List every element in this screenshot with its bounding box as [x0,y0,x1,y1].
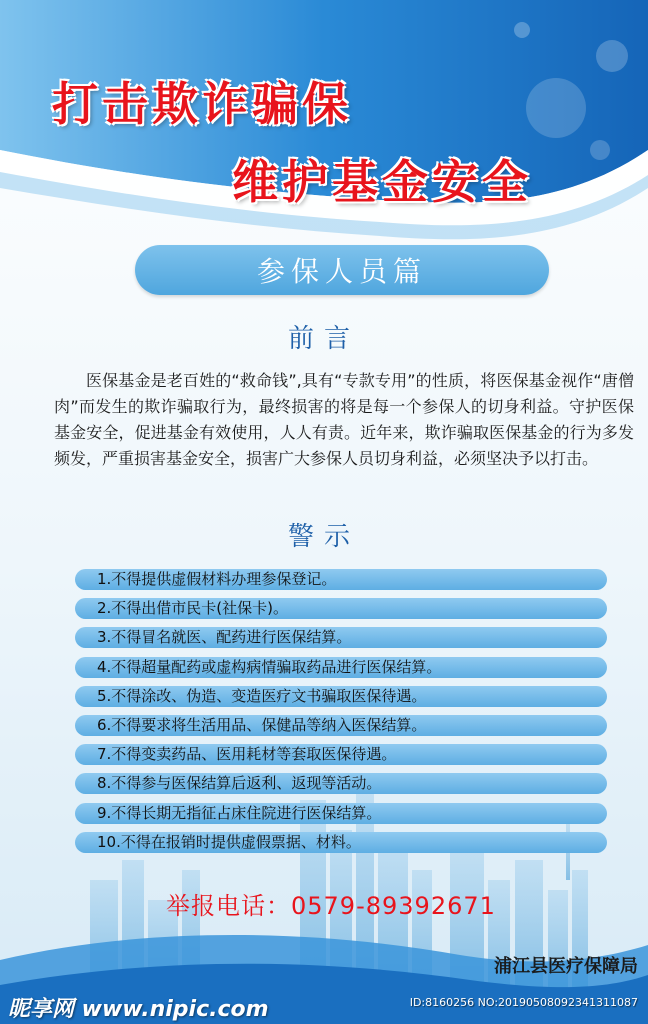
warning-item: 5.不得涂改、伪造、变造医疗文书骗取医保待遇。 [75,686,607,707]
title-line-1: 打击欺诈骗保 [52,77,352,131]
warning-heading: 警示 [287,522,360,552]
watermark-id: ID:8160256 NO:20190508092341311087 [409,996,638,1009]
report-hotline: 举报电话：0579-89392671 [166,892,496,920]
warning-item: 9.不得长期无指征占床住院进行医保结算。 [75,803,607,824]
watermark-logo: 昵享网 www.nipic.com [8,997,269,1022]
warning-item: 7.不得变卖药品、医用耗材等套取医保待遇。 [75,744,607,765]
title-line-2: 维护基金安全 [232,155,532,209]
warning-item: 3.不得冒名就医、配药进行医保结算。 [75,627,607,648]
warning-item: 1.不得提供虚假材料办理参保登记。 [75,569,607,590]
issuer-name: 浦江县医疗保障局 [494,956,638,977]
warning-item: 2.不得出借市民卡(社保卡)。 [75,598,607,619]
warning-item: 8.不得参与医保结算后返利、返现等活动。 [75,773,607,794]
section-pill: 参保人员篇 [135,245,549,295]
warning-item: 6.不得要求将生活用品、保健品等纳入医保结算。 [75,715,607,736]
preface-heading: 前言 [287,324,360,354]
bubble-decor [526,78,586,138]
warning-item: 10.不得在报销时提供虚假票据、材料。 [75,832,607,853]
warning-item: 4.不得超量配药或虚构病情骗取药品进行医保结算。 [75,657,607,678]
preface-body: 医保基金是老百姓的“救命钱”,具有“专款专用”的性质，将医保基金视作“唐僧肉”而发生的欺诈骗取行为，最终损害的将是每一个参保人的切身利益。守护医保基金安全，促进基金有效使用，人人有责。近年来，欺诈骗取医保基金的行为多发频发，严重损害基金安全，损害广大参保人员切身利益，必须坚决予以打击。 [54,371,634,468]
warning-list [75,569,607,861]
